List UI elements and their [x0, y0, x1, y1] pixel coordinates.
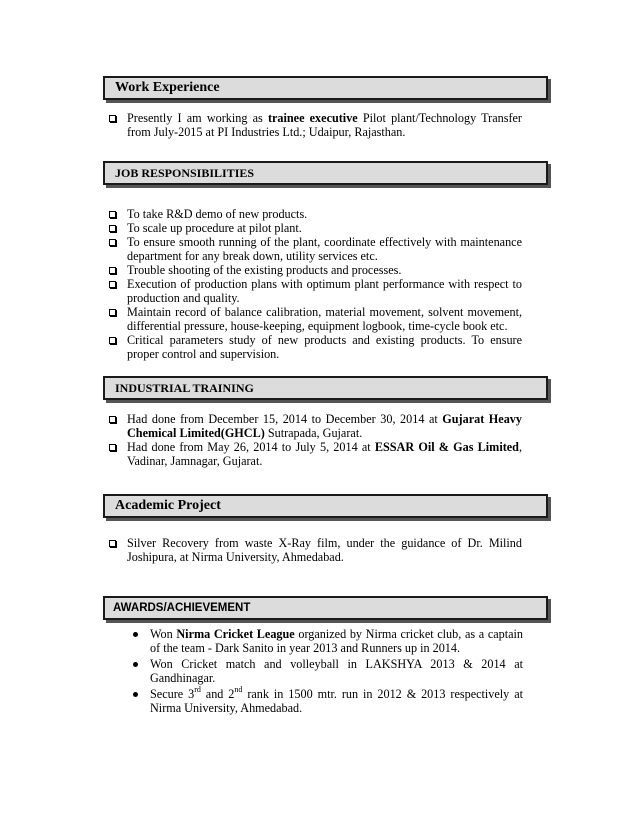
work-experience-list: [107, 111, 522, 139]
superscript: nd: [234, 685, 243, 694]
list-item: [107, 440, 522, 468]
list-item: [107, 111, 522, 139]
academic-project-header: [103, 494, 548, 518]
academic-project-title: Academic Project: [115, 498, 221, 513]
work-experience-title: Work Experience: [115, 80, 220, 95]
list-item: Trouble shooting of the existing products and processes.: [107, 263, 522, 277]
list-item: Silver Recovery from waste X-Ray film, under the guidance of Dr. Milind Joshipura, at Nirma University, Ahmedabad.: [107, 536, 522, 564]
industrial-training-title: INDUSTRIAL TRAINING: [115, 381, 254, 395]
list-item: Execution of production plans with optimum plant performance with respect to production and quality.: [107, 277, 522, 305]
text: Had done from December 15, 2014 to December 30, 2014 at: [127, 412, 443, 426]
job-responsibilities-header: [103, 161, 548, 185]
work-experience-header: [103, 76, 548, 100]
bold-text: Nirma Cricket League: [176, 627, 295, 641]
list-item: To take R&D demo of new products.: [107, 207, 522, 221]
text: Presently I am working as: [127, 111, 268, 125]
industrial-training-header: [103, 376, 548, 400]
text: rank in 1500 mtr. run in 2012 & 2013 respectively at Nirma University, Ahmedabad.: [150, 687, 523, 715]
text: Won: [150, 627, 177, 641]
list-item: To scale up procedure at pilot plant.: [107, 221, 522, 235]
text: , Vadinar, Jamnagar, Gujarat.: [127, 440, 523, 468]
awards-header: [103, 596, 548, 620]
text: Pilot plant/Technology Transfer from July-2015 at PI Industries Ltd.; Udaipur, Rajasthan.: [127, 111, 522, 139]
list-item: Maintain record of balance calibration, material movement, solvent movement, differential pressure, house-keeping, equipment logbook, time-cycle book etc.: [107, 305, 522, 333]
text: Secure 3: [150, 687, 195, 701]
list-item: To ensure smooth running of the plant, coordinate effectively with maintenance department for any break down, utility services etc.: [107, 235, 522, 263]
list-item: [107, 412, 522, 440]
bold-text: trainee executive: [267, 111, 358, 125]
industrial-training-list: [107, 412, 522, 468]
list-item: Won Cricket match and volleyball in LAKSHYA 2013 & 2014 at Gandhinagar.: [133, 657, 523, 685]
superscript: rd: [194, 685, 201, 694]
text: organized by Nirma cricket club, as a captain of the team - Dark Sanito in year 2013 and Runners up in 2014.: [150, 627, 524, 655]
job-responsibilities-title: JOB RESPONSIBILITIES: [115, 166, 255, 180]
bold-text: Gujarat Heavy Chemical Limited(GHCL): [127, 412, 522, 440]
text: Sutrapada, Gujarat.: [264, 426, 363, 440]
list-item: [133, 687, 523, 715]
bold-text: ESSAR Oil & Gas Limited: [374, 440, 519, 454]
list-item: Critical parameters study of new products and existing products. To ensure proper control and supervision.: [107, 333, 522, 361]
text: and 2: [200, 687, 235, 701]
list-item: [133, 627, 523, 655]
academic-project-list: [107, 536, 522, 564]
text: Had done from May 26, 2014 to July 5, 2014 at: [127, 440, 375, 454]
job-responsibilities-list: [107, 207, 522, 361]
awards-title: AWARDS/ACHIEVEMENT: [113, 602, 251, 614]
awards-list: [133, 627, 523, 717]
